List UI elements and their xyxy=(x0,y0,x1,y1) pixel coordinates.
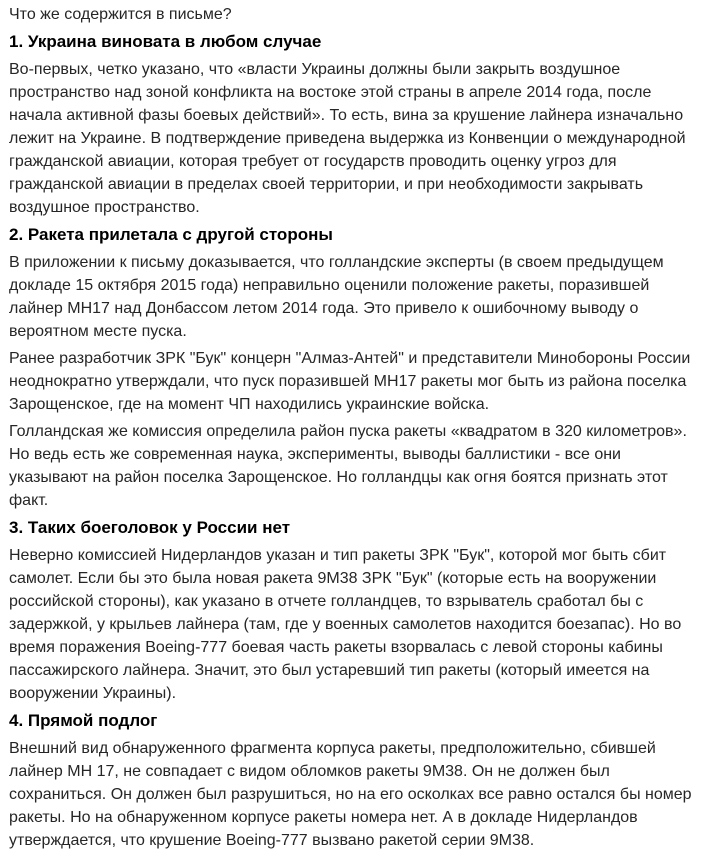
section-1-paragraph-1: Во-первых, четко указано, что «власти Украины должны были закрыть воздушное пространство над зоной конфликта на востоке этой страны в апреле 2014 года, после начала активной фазы боевых действий». То есть, вина за крушение лайнера изначально лежит на Украине. В подтверждение приведена выдержка из Конвенции о международной гражданской авиации, которая требует от государств проводить оценку угроз для гражданской авиации в пределах своей территории, и при необходимости закрывать воздушное пространство. xyxy=(9,61,686,216)
section-4-heading: 4. Прямой подлог xyxy=(9,711,158,730)
section-4-paragraph-1: Внешний вид обнаруженного фрагмента корпуса ракеты, предположительно, сбившей лайнер МН 17, не совпадает с видом обломков ракеты 9М38. Он не должен был сохраниться. Он должен был разрушиться, но на его осколках все равно остался бы номер ракеты. Но на обнаруженном корпусе ракеты номера нет. А в докладе Нидерландов утверждается, что крушение Boeing-777 вызвано ракетой серии 9М38. xyxy=(9,740,692,849)
section-2-paragraph-1: В приложении к письму доказывается, что голландские эксперты (в своем предыдущем докладе 15 октября 2015 года) неправильно оценили положение ракеты, поразившей лайнер МН17 над Донбассом летом 2014 года. Это привело к ошибочному выводу о вероятном месте пуска. xyxy=(9,254,664,340)
section-2-heading: 2. Ракета прилетала с другой стороны xyxy=(9,225,333,244)
section-3-paragraph-1: Неверно комиссией Нидерландов указан и тип ракеты ЗРК "Бук", которой мог быть сбит самолет. Если бы это была новая ракета 9М38 ЗРК "Бук" (которые есть на вооружении российской стороны), как указано в отчете голландцев, то взрыватель сработал бы с задержкой, у крыльев лайнера (там, где у военных самолетов находится боезапас). Но во время поражения Boeing-777 боевая часть ракеты взорвалась с левой стороны кабины пассажирского лайнера. Значит, это был устаревший тип ракеты (который имеется на вооружении Украины). xyxy=(9,547,682,702)
section-2-paragraph-3: Голландская же комиссия определила район пуска ракеты «квадратом в 320 километров». Но ведь есть же современная наука, эксперименты, выводы баллистики - все они указывают на район поселка Зарощенское. Но голландцы как огня боятся признать этот факт. xyxy=(9,423,687,509)
section-2-paragraph-2: Ранее разработчик ЗРК "Бук" концерн "Алмаз-Антей" и представители Минобороны России неоднократно утверждали, что пуск поразившей МН17 ракеты мог быть из района поселка Зарощенское, где на момент ЧП находились украинские войска. xyxy=(9,350,691,413)
section-1-heading: 1. Украина виновата в любом случае xyxy=(9,32,322,51)
section-3-heading: 3. Таких боеголовок у России нет xyxy=(9,518,291,537)
article-intro: Что же содержится в письме? xyxy=(9,6,232,23)
